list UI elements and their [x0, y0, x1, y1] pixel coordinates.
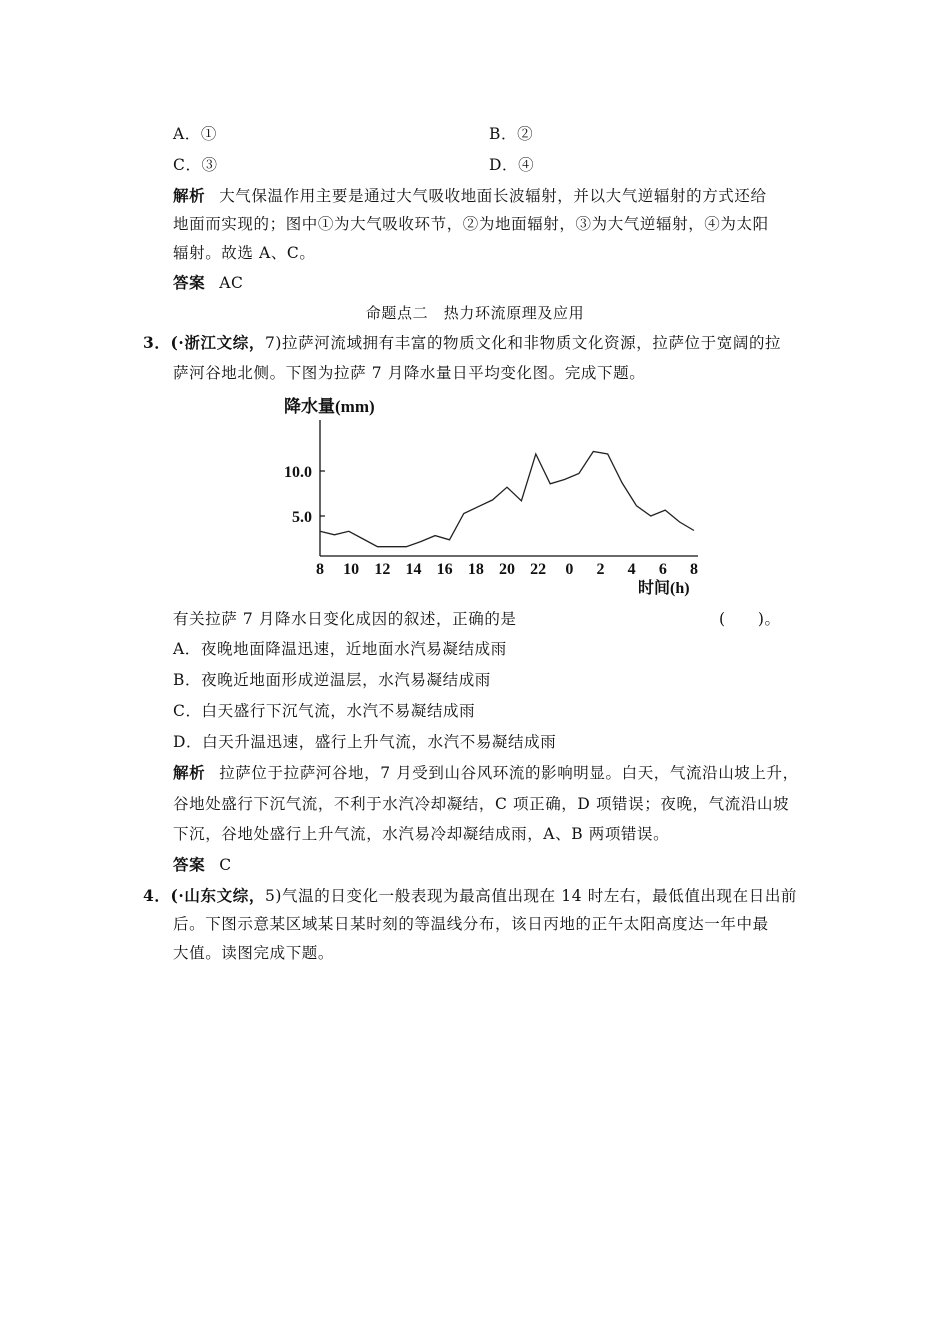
option-a: A．①	[173, 125, 217, 143]
question-source: (·山东文综，	[170, 886, 265, 905]
question-4-line: 后。下图示意某区域某日某时刻的等温线分布，该日丙地的正午太阳高度达一年中最	[173, 915, 769, 933]
analysis-line: 辐射。故选 A、C。	[173, 244, 316, 262]
analysis-line: 下沉，谷地处盛行上升气流，水汽易冷却凝结成雨，A、B 两项错误。	[173, 825, 670, 843]
x-tick-label: 6	[658, 561, 667, 578]
x-tick-label: 0	[565, 561, 574, 578]
question-stem: 有关拉萨 7 月降水日变化成因的叙述，正确的是	[173, 610, 517, 628]
y-tick-label: 5.0	[292, 509, 312, 526]
analysis-line: 谷地处盛行下沉气流，不利于水汽冷却凝结，C 项正确，D 项错误；夜晚，气流沿山坡	[173, 795, 790, 813]
y-tick-label: 10.0	[284, 464, 312, 481]
analysis-line: 解析 大气保温作用主要是通过大气吸收地面长波辐射，并以大气逆辐射的方式还给	[173, 186, 767, 205]
answer-value: C	[219, 856, 232, 874]
question-number: 3．	[143, 333, 171, 352]
answer-line	[173, 273, 243, 293]
x-tick-label: 10	[343, 561, 360, 578]
answer-label: 答案	[173, 855, 206, 874]
x-tick-label: 22	[530, 561, 547, 578]
question-number: 4．	[143, 886, 171, 905]
analysis-line: 解析 拉萨位于拉萨河谷地，7 月受到山谷风环流的影响明显。白天，气流沿山坡上升，	[173, 763, 799, 782]
question-3-line: 萨河谷地北侧。下图为拉萨 7 月降水量日平均变化图。完成下题。	[173, 364, 646, 382]
x-tick-label: 8	[316, 561, 324, 578]
option-line: D．白天升温迅速，盛行上升气流，水汽不易凝结成雨	[173, 733, 557, 751]
x-tick-label: 12	[374, 561, 391, 578]
option-line: B．夜晚近地面形成逆温层，水汽易凝结成雨	[173, 671, 491, 689]
chart-ylabel: 降水量(mm)	[284, 397, 375, 416]
x-tick-label: 4	[627, 561, 636, 578]
precipitation-series-line	[320, 452, 694, 547]
option-c: C．③	[173, 156, 218, 174]
x-tick-label: 16	[436, 561, 453, 578]
question-4-line: 4．(·山东文综，5)气温的日变化一般表现为最高值出现在 14 时左右，最低值出现在日出前	[143, 886, 798, 905]
question-source: (·浙江文综，	[170, 333, 265, 352]
answer-label: 答案	[173, 273, 206, 292]
answer-line	[173, 855, 232, 875]
x-tick-label: 8	[690, 561, 698, 578]
analysis-line: 地面而实现的；图中①为大气吸收环节，②为地面辐射，③为大气逆辐射，④为太阳	[173, 215, 769, 233]
precipitation-chart	[270, 390, 710, 600]
question-3-line: 3．(·浙江文综，7)拉萨河流域拥有丰富的物质文化和非物质文化资源，拉萨位于宽阔的拉	[143, 333, 782, 352]
x-tick-label: 18	[467, 561, 484, 578]
answer-bracket: ( )。	[719, 610, 781, 628]
question-4-line: 大值。读图完成下题。	[173, 944, 335, 962]
option-line: C．白天盛行下沉气流，水汽不易凝结成雨	[173, 702, 476, 720]
analysis-label: 解析	[173, 186, 206, 205]
option-line: A．夜晚地面降温迅速，近地面水汽易凝结成雨	[173, 640, 507, 658]
option-d: D．④	[489, 156, 535, 174]
x-tick-label: 20	[499, 561, 515, 578]
x-tick-label: 2	[596, 561, 605, 578]
answer-value: AC	[219, 274, 244, 292]
section-heading: 命题点二 热力环流原理及应用	[365, 304, 585, 322]
chart-xlabel: 时间(h)	[638, 580, 690, 597]
analysis-label: 解析	[173, 763, 206, 782]
x-tick-label: 14	[405, 561, 422, 578]
option-b: B．②	[489, 125, 534, 143]
